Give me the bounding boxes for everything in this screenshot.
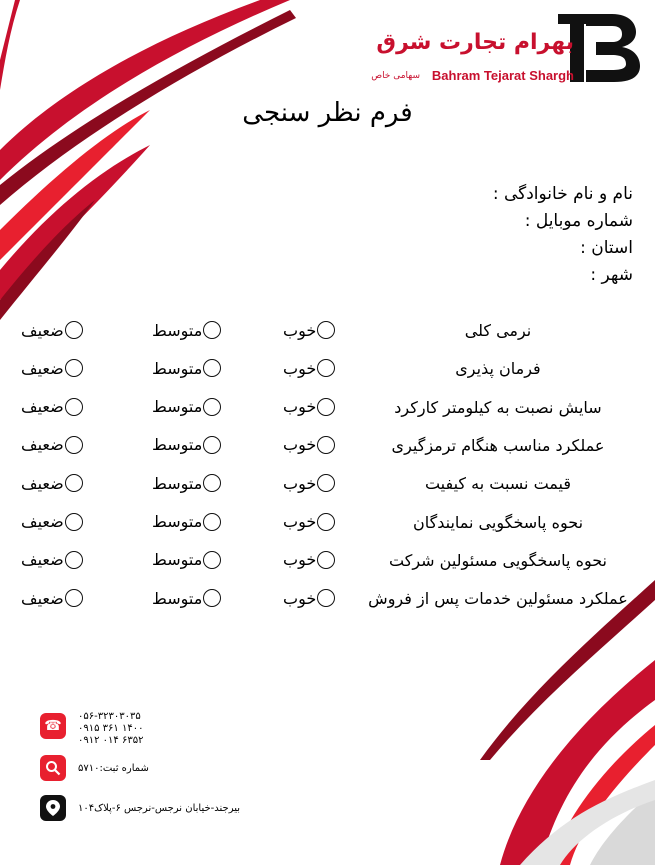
- rating-row: [0, 584, 655, 622]
- option-label: ضعیف: [21, 320, 64, 340]
- criterion-label: سایش نصبت به کیلومتر کارکرد: [394, 397, 602, 417]
- option-poor[interactable]: [21, 433, 83, 457]
- rating-row: [0, 316, 655, 354]
- criterion-label: نحوه پاسخگویی مسئولین شرکت: [388, 550, 608, 570]
- field-city[interactable]: شهر :: [590, 265, 633, 285]
- brand-name-en: Bahram Tejarat Shargh: [431, 68, 574, 83]
- option-label: متوسط: [152, 320, 203, 340]
- option-poor[interactable]: [21, 548, 83, 572]
- option-label: متوسط: [152, 397, 203, 417]
- radio-circle[interactable]: [65, 513, 83, 531]
- radio-circle[interactable]: [203, 589, 221, 607]
- personal-fields: [493, 181, 633, 289]
- rating-row: [0, 431, 655, 469]
- radio-circle[interactable]: [65, 589, 83, 607]
- option-label: متوسط: [152, 550, 203, 570]
- rating-row: [0, 546, 655, 584]
- option-label: ضعیف: [21, 435, 64, 455]
- rating-row: [0, 508, 655, 546]
- brand-name-fa: بهرام تجارت شرق: [376, 30, 574, 55]
- field-province[interactable]: استان :: [580, 238, 633, 258]
- radio-circle[interactable]: [317, 359, 335, 377]
- option-average[interactable]: [152, 471, 221, 495]
- radio-circle[interactable]: [317, 589, 335, 607]
- option-poor[interactable]: [21, 318, 83, 342]
- radio-circle[interactable]: [65, 474, 83, 492]
- option-average[interactable]: [152, 510, 221, 534]
- radio-circle[interactable]: [203, 321, 221, 339]
- address: بیرجند-خیابان نرجس-نرجس ۶-پلاک۱۰۴: [78, 803, 241, 814]
- option-good[interactable]: [283, 395, 335, 419]
- radio-circle[interactable]: [317, 398, 335, 416]
- radio-circle[interactable]: [203, 359, 221, 377]
- option-good[interactable]: [283, 433, 335, 457]
- option-label: خوب: [283, 320, 317, 340]
- field-full-name[interactable]: نام و نام خانوادگی :: [492, 184, 633, 204]
- option-poor[interactable]: [21, 510, 83, 534]
- radio-circle[interactable]: [65, 359, 83, 377]
- criterion-label: نرمی کلی: [464, 321, 532, 340]
- phone-number-3: ۰۹۱۲ ۰۱۴ ۶۳۵۲: [78, 735, 144, 746]
- option-good[interactable]: [283, 318, 335, 342]
- option-good[interactable]: [283, 471, 335, 495]
- option-good[interactable]: [283, 510, 335, 534]
- option-label: ضعیف: [21, 397, 64, 417]
- option-good[interactable]: [283, 356, 335, 380]
- option-average[interactable]: [152, 318, 221, 342]
- option-label: ضعیف: [21, 358, 64, 378]
- option-label: ضعیف: [21, 512, 64, 531]
- option-label: متوسط: [152, 435, 203, 455]
- option-label: متوسط: [152, 588, 203, 608]
- option-label: خوب: [283, 358, 317, 378]
- radio-circle[interactable]: [65, 436, 83, 454]
- option-average[interactable]: [152, 586, 221, 610]
- option-average[interactable]: [152, 548, 221, 572]
- criterion-label: قیمت نسبت به کیفیت: [424, 474, 572, 494]
- radio-circle[interactable]: [203, 474, 221, 492]
- form-title: فرم نظر سنجی: [242, 98, 413, 128]
- phone-number-2: ۰۹۱۵ ۳۶۱ ۱۴۰۰: [78, 723, 144, 734]
- option-poor[interactable]: [21, 586, 83, 610]
- rating-row: [0, 354, 655, 392]
- option-label: خوب: [283, 473, 317, 493]
- option-label: خوب: [283, 512, 317, 531]
- criterion-label: نحوه پاسخگویی نمایندگان: [412, 512, 584, 532]
- radio-circle[interactable]: [203, 551, 221, 569]
- option-average[interactable]: [152, 395, 221, 419]
- option-average[interactable]: [152, 356, 221, 380]
- radio-circle[interactable]: [65, 551, 83, 569]
- option-label: ضعیف: [21, 473, 64, 493]
- radio-circle[interactable]: [317, 513, 335, 531]
- option-label: خوب: [283, 397, 317, 417]
- criterion-label: عملکرد مناسب هنگام ترمزگیری: [391, 435, 605, 455]
- option-good[interactable]: [283, 548, 335, 572]
- company-type: سهامی خاص: [371, 71, 420, 81]
- radio-circle[interactable]: [203, 436, 221, 454]
- option-label: خوب: [283, 588, 317, 608]
- radio-circle[interactable]: [65, 321, 83, 339]
- option-poor[interactable]: [21, 395, 83, 419]
- radio-circle[interactable]: [317, 551, 335, 569]
- registration-number: شماره ثبت:۵۷۱۰: [78, 763, 149, 774]
- option-label: خوب: [283, 550, 317, 570]
- rating-row: [0, 393, 655, 431]
- radio-circle[interactable]: [317, 436, 335, 454]
- location-pin-icon: [40, 795, 66, 821]
- option-good[interactable]: [283, 586, 335, 610]
- option-label: ضعیف: [21, 588, 64, 608]
- option-label: متوسط: [152, 358, 203, 378]
- field-mobile[interactable]: شماره موبایل :: [524, 211, 633, 231]
- option-label: متوسط: [152, 512, 203, 531]
- radio-circle[interactable]: [317, 321, 335, 339]
- phone-icon: ☎: [40, 713, 66, 739]
- option-label: خوب: [283, 435, 317, 455]
- criterion-label: فرمان پذیری: [455, 359, 541, 379]
- criterion-label: عملکرد مسئولین خدمات پس از فروش: [368, 589, 628, 609]
- search-icon: [40, 755, 66, 781]
- rating-row: [0, 469, 655, 507]
- option-average[interactable]: [152, 433, 221, 457]
- option-poor[interactable]: [21, 471, 83, 495]
- radio-circle[interactable]: [203, 513, 221, 531]
- phone-number-1: ۰۵۶-۳۲۳۰۳۰۳۵: [78, 711, 141, 722]
- radio-circle[interactable]: [203, 398, 221, 416]
- option-poor[interactable]: [21, 356, 83, 380]
- radio-circle[interactable]: [317, 474, 335, 492]
- option-label: ضعیف: [21, 550, 64, 570]
- option-label: متوسط: [152, 473, 203, 493]
- radio-circle[interactable]: [65, 398, 83, 416]
